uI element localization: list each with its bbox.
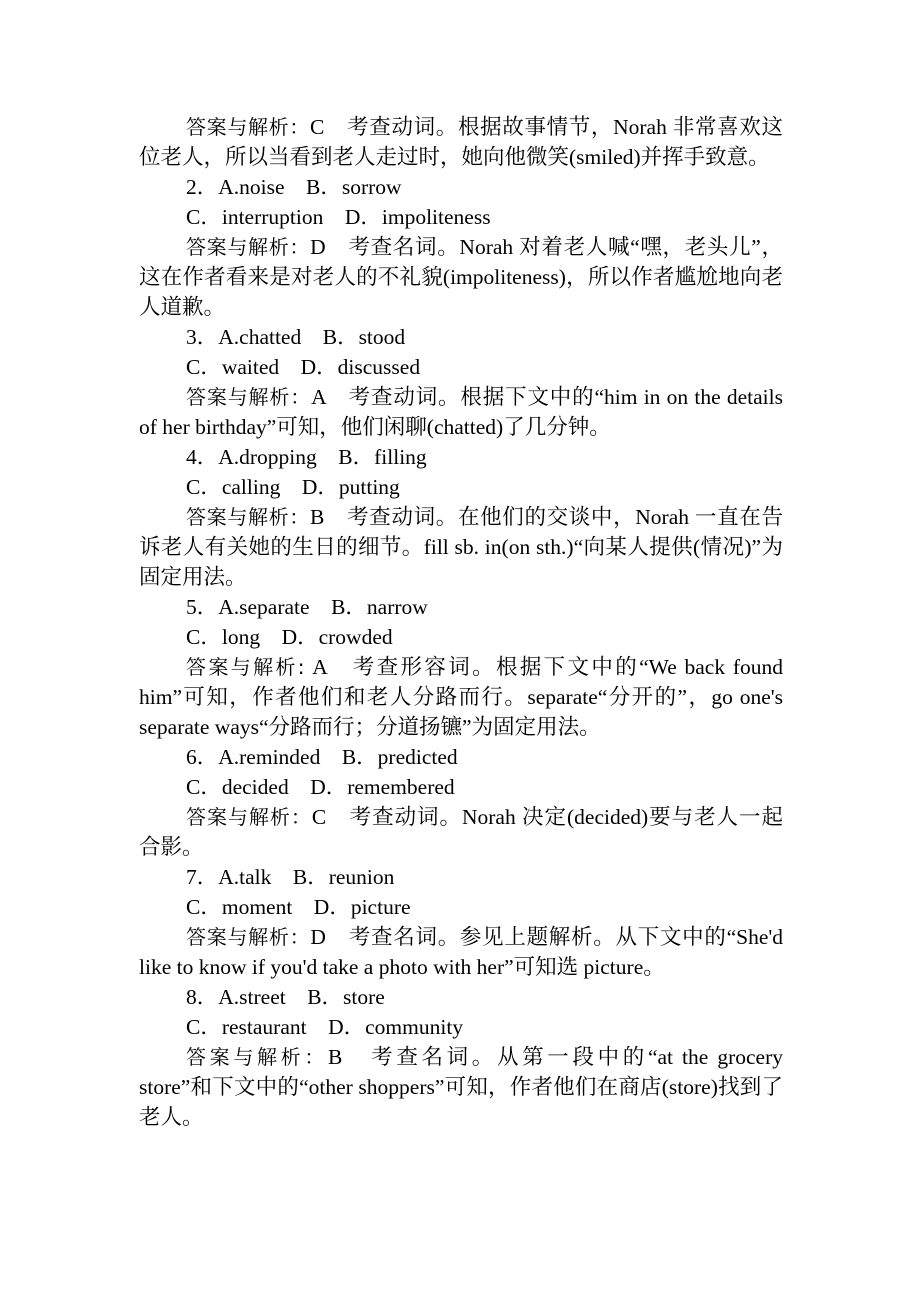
answer-text: D 考查名词。参见上题解析。从下文中的“She'd like to know if you'd take a photo with her”可知选 picture。: [139, 925, 784, 979]
question-block-7: [139, 862, 783, 982]
answer-text: A 考查动词。根据下文中的“him in on the details of her birthday”可知，他们闲聊(chatted)了几分钟。: [139, 385, 784, 439]
answer-explanation: [139, 652, 783, 742]
answer-text: A 考查形容词。根据下文中的“We back found him”可知，作者他们和老人分路而行。separate“分开的”，go one's separate ways“分路而行；分道扬镳”为固定用法。: [139, 655, 783, 739]
answer-explanation: [139, 802, 783, 862]
options-line-cd: C．moment D．picture: [186, 895, 411, 919]
question-block-2: [139, 172, 783, 322]
answer-text: B 考查名词。从第一段中的“at the grocery store”和下文中的“other shoppers”可知，作者他们在商店(store)找到了老人。: [139, 1045, 784, 1129]
options-line-ab: 6．A.reminded B．predicted: [186, 745, 458, 769]
answer-text: B 考查动词。在他们的交谈中，Norah 一直在告诉老人有关她的生日的细节。fill sb. in(on sth.)“向某人提供(情况)”为固定用法。: [139, 505, 784, 589]
answer-text: C 考查动词。Norah 决定(decided)要与老人一起合影。: [139, 805, 784, 859]
answer-explanation: [139, 502, 783, 592]
answer-label: 答案与解析：: [186, 1045, 328, 1069]
answer-label: 答案与解析:: [186, 655, 305, 679]
question-block-3: [139, 322, 783, 442]
options-line-cd: C．calling D．putting: [186, 475, 400, 499]
answer-label: 答案与解析：: [186, 505, 310, 529]
answer-text: D 考查名词。Norah 对着老人喊“嘿，老头儿”，这在作者看来是对老人的不礼貌(impoliteness)，所以作者尴尬地向老人道歉。: [139, 235, 784, 319]
answer-label: 答案与解析：: [186, 115, 310, 139]
answer-text: C 考查动词。根据故事情节，Norah 非常喜欢这位老人，所以当看到老人走过时，她向他微笑(smiled)并挥手致意。: [139, 115, 784, 169]
question-block-8: [139, 982, 783, 1132]
answer-label: 答案与解析：: [186, 385, 312, 409]
answer-explanation: [139, 232, 783, 322]
options-line-ab: 4．A.dropping B．filling: [186, 445, 427, 469]
options-line-ab: 3．A.chatted B．stood: [186, 325, 406, 349]
options-line-cd: C．long D．crowded: [186, 625, 393, 649]
answer-label: 答案与解析：: [186, 925, 311, 949]
options-line-cd: C．interruption D．impoliteness: [186, 205, 491, 229]
answer-label: 答案与解析：: [186, 235, 311, 259]
answer-explanation: [139, 382, 783, 442]
options-line-ab: 5．A.separate B．narrow: [186, 595, 428, 619]
answer-explanation: [139, 922, 783, 982]
question-block-5: [139, 592, 783, 742]
question-block-6: [139, 742, 783, 862]
options-line-ab: 2．A.noise B．sorrow: [186, 175, 402, 199]
answer-label: 答案与解析：: [186, 805, 312, 829]
answer-key-page: [139, 112, 783, 1132]
question-block-1: [139, 112, 783, 172]
answer-explanation: [139, 112, 783, 172]
question-block-4: [139, 442, 783, 592]
options-line-cd: C．waited D．discussed: [186, 355, 421, 379]
options-line-ab: 8．A.street B．store: [186, 985, 385, 1009]
options-line-cd: C．restaurant D．community: [186, 1015, 464, 1039]
options-line-cd: C．decided D．remembered: [186, 775, 455, 799]
answer-explanation: [139, 1042, 783, 1132]
options-line-ab: 7．A.talk B．reunion: [186, 865, 395, 889]
